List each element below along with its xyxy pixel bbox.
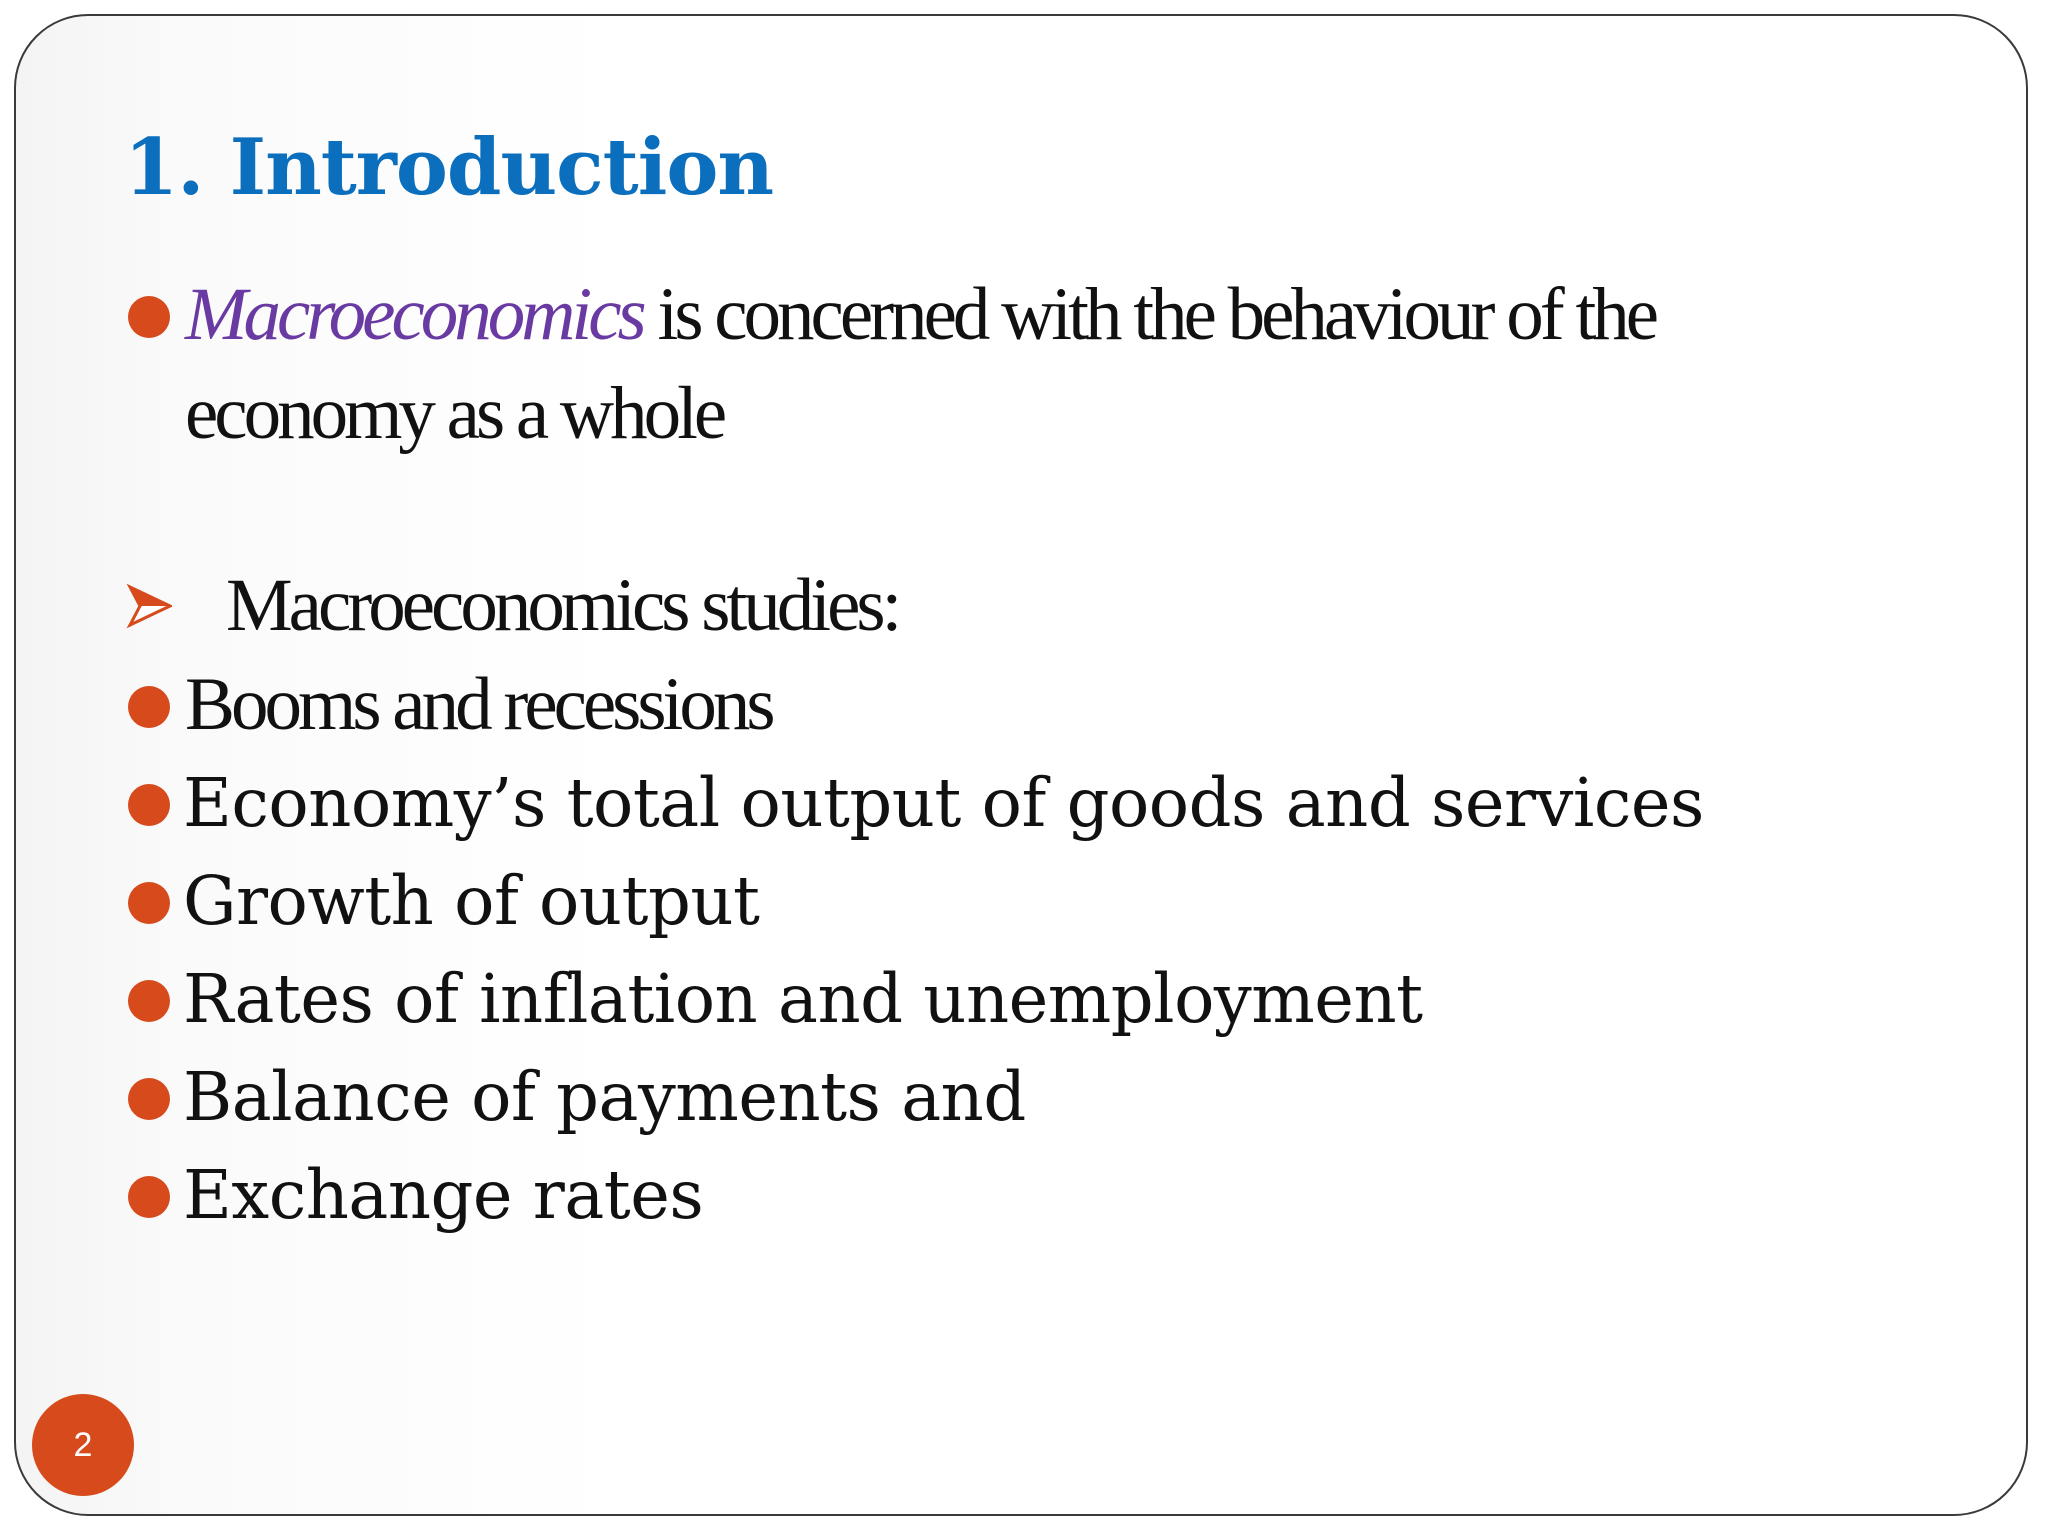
bullet-dot-icon	[128, 1078, 170, 1120]
list-item-label: Balance of payments and	[183, 1058, 1026, 1136]
list-item-label: Exchange rates	[183, 1156, 704, 1234]
intro-highlight-term: Macroeconomics	[185, 273, 643, 356]
page-number-badge: 2	[32, 1394, 134, 1496]
bullet-dot-icon	[128, 296, 170, 338]
slide-title: 1. Introduction	[124, 122, 774, 213]
bullet-dot-icon	[128, 784, 170, 826]
list-item-label: Economy’s total output of goods and services	[183, 764, 1704, 842]
intro-line-2: economy as a whole	[185, 372, 724, 455]
bullet-dot-icon	[128, 980, 170, 1022]
list-item-label: Growth of output	[183, 862, 760, 940]
arrowhead-bullet-icon	[126, 583, 172, 629]
bullet-dot-icon	[128, 882, 170, 924]
list-item-label: Booms and recessions	[185, 663, 772, 746]
list-item-label: Rates of inflation and unemployment	[183, 960, 1423, 1038]
intro-rest-text: is concerned with the behaviour of the	[642, 273, 1656, 356]
bullet-dot-icon	[128, 1176, 170, 1218]
bullet-dot-icon	[128, 686, 170, 728]
studies-heading: Macroeconomics studies:	[226, 564, 899, 647]
intro-line-1	[185, 265, 1655, 365]
